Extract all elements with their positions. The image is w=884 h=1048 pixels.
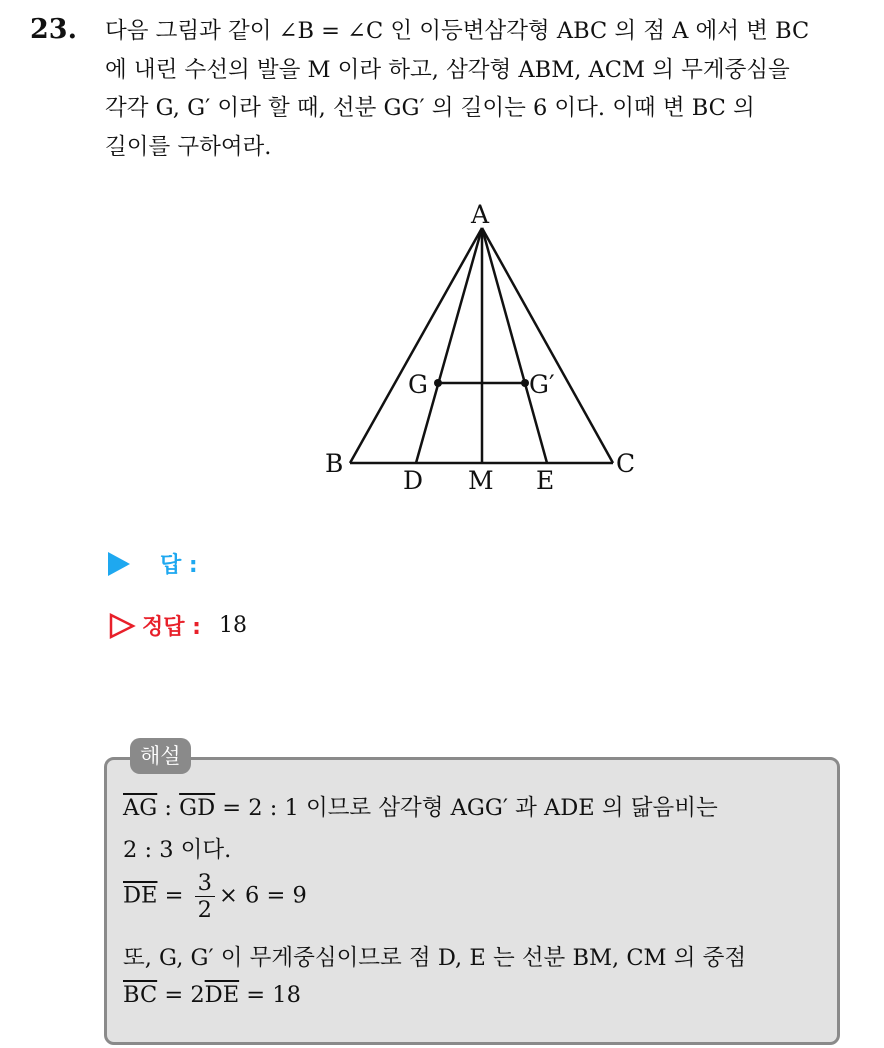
solution-line-2: 2 : 3 이다. (123, 837, 232, 863)
solution-line-4: 또, G, G′ 이 무게중심이므로 점 D, E 는 선분 BM, CM 의 중점 (123, 945, 747, 971)
label-g: G (408, 370, 428, 399)
solution-line-5-rest: = 18 (239, 982, 301, 1008)
question-line-3: 각각 G, G′ 이라 할 때, 선분 GG′ 의 길이는 6 이다. 이때 변 BC 의 (105, 95, 755, 121)
question-line-1: 다음 그림과 같이 ∠B = ∠C 인 이등변삼각형 ABC 의 점 A 에서 변 BC (105, 18, 810, 44)
solution-line-3-rest: × 6 = 9 (218, 882, 307, 909)
segment-ad (416, 228, 482, 463)
ratio-colon: : (157, 795, 180, 821)
overline-bc: $\overline{BC}$ (123, 982, 158, 1008)
question-line-4: 길이를 구하여라. (105, 133, 272, 160)
fraction-denominator: 2 (197, 897, 212, 923)
question-line-2: 에 내린 수선의 발을 M 이라 하고, 삼각형 ABM, ACM 의 무게중심을 (105, 56, 790, 83)
overline-de-2: $\overline{DE}$ (204, 982, 240, 1008)
answer-label: 답 : (160, 553, 198, 578)
label-m: M (468, 466, 494, 495)
solution-tag: 해설 (130, 738, 191, 774)
solution-line-5 (123, 982, 301, 1008)
fraction-numerator: 3 (195, 870, 215, 897)
correct-answer-label: 정답 : (142, 615, 201, 640)
label-g-prime: G′ (529, 370, 555, 399)
label-c: C (616, 449, 636, 478)
solution-line-3 (123, 870, 307, 923)
label-b: B (325, 449, 344, 478)
point-g-prime (521, 379, 529, 387)
solution-line-1-rest: = 2 : 1 이므로 삼각형 AGG′ 과 ADE 의 닮음비는 (215, 795, 718, 821)
outline-triangle-icon (108, 612, 136, 640)
overline-de: $\overline{DE}$ (123, 882, 158, 909)
label-e: E (536, 466, 555, 495)
overline-gd: $\overline{GD}$ (179, 795, 216, 821)
correct-answer-row (108, 610, 247, 641)
question-text (105, 12, 865, 166)
play-triangle-icon (108, 552, 130, 576)
label-a: A (471, 200, 490, 229)
point-g (434, 379, 442, 387)
answer-row (108, 548, 198, 579)
side-ac (482, 228, 613, 463)
fraction-three-halves (195, 870, 215, 923)
equals-sign: = (157, 882, 184, 909)
segment-ae (482, 228, 547, 463)
solution-line-1 (123, 790, 718, 822)
correct-answer-value: 18 (218, 613, 247, 638)
side-ab (350, 228, 482, 463)
two-times: = 2 (157, 982, 205, 1008)
label-d: D (403, 466, 424, 495)
triangle-figure (300, 190, 660, 500)
question-number: 23. (30, 14, 77, 45)
overline-ag: $\overline{AG}$ (123, 795, 158, 821)
